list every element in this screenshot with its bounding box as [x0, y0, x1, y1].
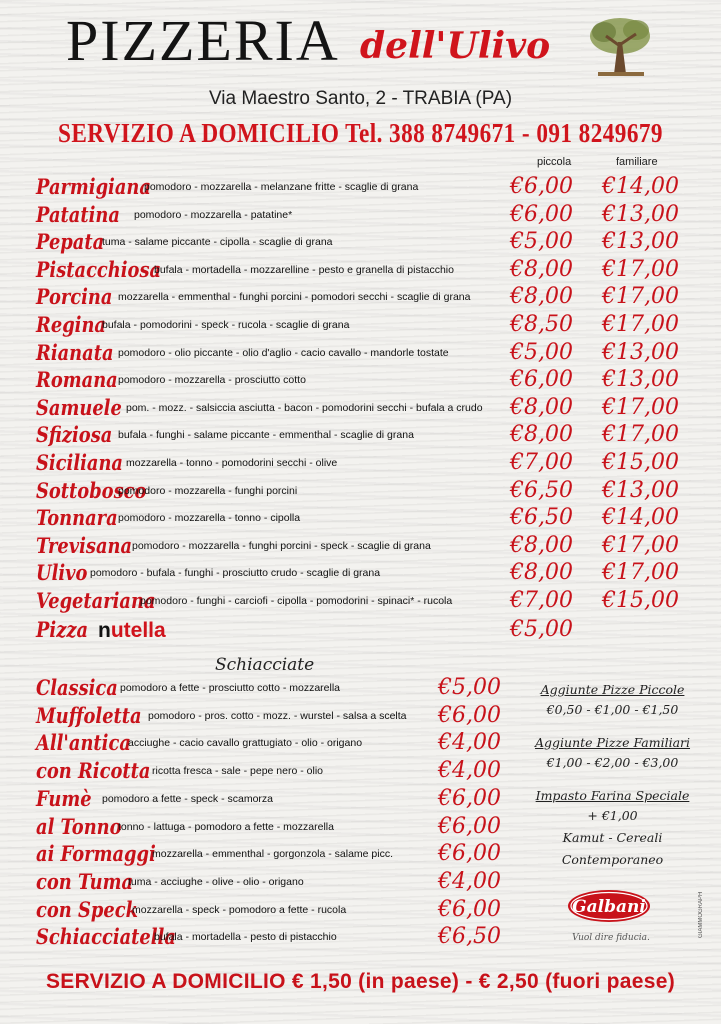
schiacciata-ingredients: mozzarella - speck - pomodoro a fette - rucola: [132, 903, 347, 916]
pizza-name: Siciliana: [36, 450, 124, 475]
schiacciata-ingredients: ricotta fresca - sale - pepe nero - olio: [152, 765, 323, 778]
flour-types-1: Kamut - Cereali: [562, 830, 663, 845]
pizza-name: Pistacchiosa: [36, 256, 162, 282]
pizza-price-large: €14,00: [602, 505, 679, 531]
pizza-name: Rianata: [36, 339, 114, 365]
pizza-price-large: €17,00: [602, 284, 679, 310]
pizza-row: [36, 202, 696, 229]
delivery-fee-footer: SERVIZIO A DOMICILIO € 1,50 (in paese) - € 2,50 (fuori paese): [45, 970, 676, 993]
pizza-row: [36, 450, 696, 477]
schiacciata-name: ai Formaggi: [36, 841, 156, 867]
pizza-name: Tonnara: [36, 505, 118, 531]
pizza-ingredients: pomodoro - mozzarella - melanzane fritte - scaglie di grana: [144, 181, 419, 193]
schiacciata-name: Muffoletta: [36, 702, 142, 728]
schiacciata-ingredients: mozzarella - emmenthal - gorgonzola - salame picc.: [152, 848, 394, 861]
schiacciata-price: €6,50: [438, 924, 501, 950]
schiacciata-name: Schiacciatella: [36, 924, 176, 950]
extras-small-title: [505, 680, 720, 700]
schiacciata-name: Classica: [36, 675, 118, 700]
pizza-price-small: €8,00: [510, 256, 573, 282]
pizza-name: Pepata: [36, 229, 105, 255]
delivery-phone: SERVIZIO A DOMICILIO Tel. 388 8749671 - 091 8249679: [58, 118, 663, 148]
pizza-price-small: €5,00: [510, 339, 573, 365]
pizzeria-title: PIZZERIA: [66, 8, 340, 73]
pizza-name: Trevisana: [36, 532, 133, 558]
schiacciata-ingredients: pomodoro a fette - prosciutto cotto - mozzarella: [120, 682, 341, 694]
pizza-ingredients: pomodoro - mozzarella - patatine*: [134, 208, 293, 221]
schiacciata-ingredients: tonno - lattuga - pomodoro a fette - mozzarella: [118, 820, 334, 833]
nutella-logo-n: n: [98, 619, 111, 642]
pizza-price-large: €17,00: [602, 312, 679, 337]
pizza-ingredients: bufala - funghi - salame piccante - emmenthal - scaglie di grana: [118, 429, 414, 442]
flour-title-text: Impasto Farina Speciale: [535, 788, 690, 803]
schiacciata-name: con Speck: [36, 896, 138, 922]
schiacciata-price: €6,00: [438, 785, 501, 811]
pizza-price-large: €14,00: [602, 174, 679, 199]
nutella-logo: [98, 619, 166, 643]
address: Via Maestro Santo, 2 - TRABIA (PA): [208, 88, 513, 109]
pizza-price-large: €17,00: [602, 256, 679, 282]
schiacciata-name: al Tonno: [36, 813, 122, 839]
pizza-price-large: €15,00: [602, 450, 679, 475]
pizza-price-large: €13,00: [602, 477, 679, 503]
column-large-header: familiare: [616, 156, 658, 168]
schiacciata-ingredients: pomodoro - pros. cotto - mozz. - wurstel - salsa a scelta: [148, 709, 407, 722]
schiacciate-heading: Schiacciate: [215, 655, 315, 675]
pizza-name: Ulivo: [36, 560, 88, 586]
schiacciata-ingredients: bufala - mortadella - pesto di pistacchio: [154, 931, 337, 944]
pizza-price-large: €17,00: [602, 394, 679, 420]
pizza-price-small: €6,00: [510, 367, 573, 393]
extras-large-title: [505, 733, 720, 753]
pizza-row: [36, 478, 696, 505]
pizza-price-small: €6,50: [510, 477, 573, 503]
pizza-ingredients: pomodoro - funghi - carciofi - cipolla - pomodorini - spinaci* - rucola: [140, 595, 453, 607]
schiacciata-price: €5,00: [438, 675, 501, 700]
pizza-name: Porcina: [36, 284, 113, 310]
schiacciata-ingredients: acciughe - cacio cavallo grattugiato - olio - origano: [128, 737, 363, 750]
extras-large-title-text: Aggiunte Pizze Familiari: [534, 735, 691, 750]
extras-small-prices: €0,50 - €1,00 - €1,50: [546, 702, 679, 717]
pizza-ingredients: pomodoro - olio piccante - olio d'aglio - cacio cavallo - mandorle tostate: [118, 346, 449, 359]
extras-small-title-text: Aggiunte Pizze Piccole: [540, 682, 685, 697]
pizza-ingredients: pomodoro - mozzarella - prosciutto cotto: [118, 374, 306, 387]
extras-large-prices: €1,00 - €2,00 - €3,00: [546, 755, 679, 770]
flour-types-2: Contemporaneo: [561, 852, 664, 867]
pizza-price-large: €13,00: [602, 367, 679, 393]
pizza-price-large: €15,00: [602, 588, 679, 613]
pizza-ingredients: pomodoro - mozzarella - tonno - cipolla: [118, 512, 301, 525]
pizza-row: [36, 367, 696, 394]
pizza-row: [36, 284, 696, 311]
pizza-name: Sfiziosa: [36, 422, 113, 448]
pizza-price-small: €6,00: [510, 174, 573, 199]
pizza-price-small: €8,50: [510, 312, 573, 337]
schiacciata-price: €6,00: [438, 896, 501, 922]
pizza-row: [36, 395, 696, 422]
pizza-ingredients: tuma - salame piccante - cipolla - scaglie di grana: [102, 236, 333, 249]
olive-tree-icon: [584, 14, 656, 78]
pizza-price-large: €13,00: [602, 201, 679, 227]
pizza-price-small: €5,00: [510, 229, 573, 255]
pizza-row: [36, 174, 696, 201]
pizzeria-title-script: dell'Ulivo: [360, 25, 551, 67]
pizza-row: [36, 340, 696, 367]
pizza-row: [36, 505, 696, 532]
pizza-price-large: €13,00: [602, 339, 679, 365]
pizza-name: Patatina: [36, 201, 120, 227]
pizza-row: [36, 229, 696, 256]
pizza-price-small: €6,50: [510, 505, 573, 531]
schiacciata-price: €6,00: [438, 813, 501, 839]
schiacciata-name: con Ricotta: [36, 758, 151, 784]
pizza-name: Vegetariana: [36, 588, 156, 613]
pizza-ingredients: bufala - mortadella - mozzarelline - pesto e granella di pistacchio: [154, 263, 454, 276]
nutella-pizza-row: [36, 617, 696, 644]
pizza-name: Sottobosco: [36, 477, 147, 503]
schiacciata-price: €6,00: [438, 841, 501, 867]
schiacciata-price: €4,00: [438, 730, 501, 756]
schiacciata-ingredients: pomodoro a fette - speck - scamorza: [102, 792, 273, 805]
schiacciata-name: Fumè: [36, 785, 92, 811]
flour-price: + €1,00: [587, 808, 638, 823]
schiacciata-price: €4,00: [438, 868, 501, 894]
flour-title: [505, 786, 720, 806]
pizza-ingredients: pomodoro - bufala - funghi - prosciutto crudo - scaglie di grana: [90, 567, 381, 580]
pizza-row: [36, 560, 696, 587]
nutella-pizza-prefix: Pizza: [36, 617, 89, 642]
pizza-ingredients: mozzarella - tonno - pomodorini secchi - olive: [126, 457, 338, 469]
schiacciata-ingredients: tuma - acciughe - olive - olio - origano: [128, 875, 304, 888]
schiacciata-name: con Tuma: [36, 868, 134, 894]
pizza-price-small: €8,00: [510, 560, 573, 586]
pizza-price-small: €8,00: [510, 394, 573, 420]
pizza-price-large: €17,00: [602, 532, 679, 558]
galbani-tagline: Vuol dire fiducia.: [572, 933, 650, 943]
pizza-name: Parmigiana: [36, 174, 151, 199]
pizza-row: [36, 312, 696, 339]
pizza-price-large: €17,00: [602, 422, 679, 448]
galbani-logo-text: Galbani: [572, 897, 646, 917]
pizza-price-large: €17,00: [602, 560, 679, 586]
schiacciata-name: All'antica: [36, 730, 131, 756]
schiacciata-price: €4,00: [438, 758, 501, 784]
pizza-price-small: €8,00: [510, 532, 573, 558]
pizza-row: [36, 588, 696, 615]
pizza-ingredients: pom. - mozz. - salsiccia asciutta - bacon - pomodorini secchi - bufala a crudo: [126, 401, 483, 414]
pizza-price-small: €7,00: [510, 588, 573, 613]
pizza-name: Samuele: [36, 394, 122, 420]
pizza-row: [36, 422, 696, 449]
schiacciata-price: €6,00: [438, 702, 501, 728]
pizza-ingredients: pomodoro - mozzarella - funghi porcini: [118, 484, 298, 497]
pizza-price-small: €8,00: [510, 422, 573, 448]
pizza-price-small: €6,00: [510, 201, 573, 227]
pizza-price-small: €8,00: [510, 284, 573, 310]
pizza-ingredients: bufala - pomodorini - speck - rucola - scaglie di grana: [102, 319, 350, 331]
pizza-row: [36, 257, 696, 284]
pizza-row: [36, 533, 696, 560]
pizza-price-small: €7,00: [510, 450, 573, 475]
pizza-price-large: €13,00: [602, 229, 679, 255]
pizza-ingredients: pomodoro - mozzarella - funghi porcini - speck - scaglie di grana: [132, 539, 431, 552]
printer-credit: GIAMMOGRAPH: [698, 891, 704, 938]
pizza-name: Romana: [36, 367, 118, 393]
galbani-logo: [566, 888, 652, 924]
nutella-logo-rest: utella: [110, 619, 166, 642]
pizza-name: Regina: [36, 312, 107, 337]
nutella-pizza-price: €5,00: [510, 617, 573, 642]
pizza-ingredients: mozzarella - emmenthal - funghi porcini - pomodori secchi - scaglie di grana: [118, 291, 471, 304]
column-small-header: piccola: [537, 156, 572, 168]
